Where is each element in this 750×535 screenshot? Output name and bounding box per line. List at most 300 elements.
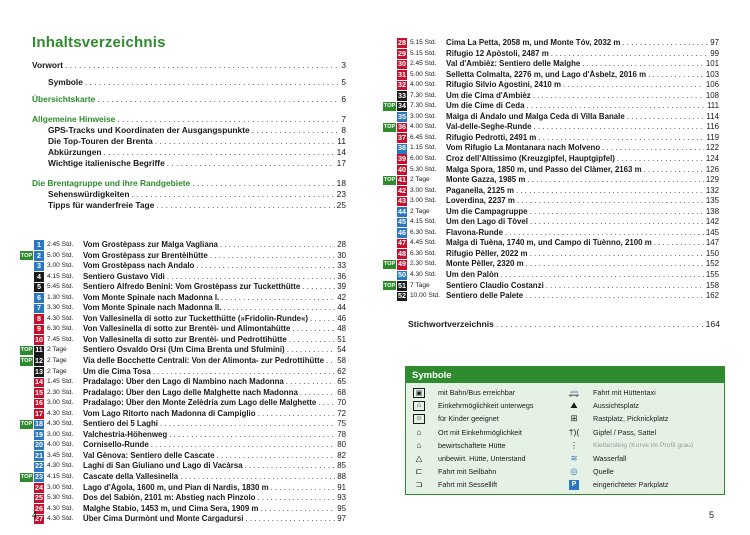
tour-list-right	[383, 38, 719, 302]
tour-entry[interactable]	[20, 356, 346, 367]
tour-duration: 2 Tage	[47, 357, 67, 365]
legend-label: unbewirt. Hütte, Unterstand	[438, 454, 526, 464]
top-tour-badge: TOP	[20, 474, 33, 481]
tour-duration: 1.30 Std.	[47, 293, 74, 301]
tour-number-badge: 38	[398, 143, 406, 153]
tour-page: 135	[705, 196, 719, 206]
tour-page: 97	[710, 38, 719, 47]
tour-duration: 7.30 Std.	[410, 102, 437, 110]
tour-name: Von Vallesinella di sotto zur Tucketthütte (»Fridolin-Runde«)	[83, 313, 309, 323]
legend-label: Ort mit Einkehrmöglichkeit	[438, 427, 522, 437]
tour-name: Um die Campagruppe	[446, 206, 528, 216]
toc-entry[interactable]: Tipps für wanderfreie Tage . . . 25	[32, 200, 346, 211]
tour-entry[interactable]	[20, 293, 346, 304]
tour-page: 36	[337, 271, 346, 281]
tour-duration: 4.30 Std.	[47, 462, 74, 470]
top-tour-badge	[383, 186, 396, 195]
chairlift-icon: ⊐	[415, 479, 423, 490]
tour-entry[interactable]	[20, 388, 346, 399]
tour-name: Rifugio 12 Apòstoli, 2487 m	[446, 48, 549, 58]
legend-item	[565, 478, 720, 491]
legend-item	[410, 386, 565, 399]
tour-duration: 4.30 Std.	[47, 504, 74, 512]
tour-number-badge: 27	[35, 514, 43, 524]
tour-duration: 6.00 Std.	[410, 155, 437, 163]
tour-number-badge: 50	[398, 270, 406, 280]
tour-name: Valchestria-Höhenweg	[83, 429, 168, 439]
top-tour-badge	[383, 239, 396, 248]
tour-page: 62	[337, 366, 346, 376]
tour-duration: 5.30 Std.	[410, 165, 437, 173]
top-tour-badge: TOP	[20, 347, 33, 354]
tour-entry[interactable]	[383, 249, 719, 260]
tour-entry[interactable]	[383, 49, 719, 60]
tour-number-badge: 31	[398, 69, 406, 79]
toc-front-matter	[32, 60, 346, 211]
tour-number-badge: 19	[35, 429, 43, 439]
top-tour-badge	[383, 208, 396, 217]
top-tour-badge: TOP	[20, 358, 33, 365]
tour-number-badge: 32	[398, 80, 406, 90]
top-tour-badge	[383, 292, 396, 301]
legend-label: Einkehrmöglichkeit unterwegs	[438, 401, 534, 411]
tour-entry[interactable]	[20, 314, 346, 325]
tour-number-badge: 8	[34, 314, 44, 324]
tour-number-badge: 44	[398, 206, 406, 216]
toc-entry[interactable]: Allgemeine Hinweise . . . 7	[32, 114, 346, 125]
tour-name: Cascate della Vallesinella	[83, 472, 179, 482]
tour-entry[interactable]	[20, 240, 346, 251]
tour-name: Croz dell'Altissimo (Kreuzgipfel, Hauptgipfel)	[446, 154, 615, 164]
tour-entry[interactable]	[20, 440, 346, 451]
tour-number-badge: 16	[35, 398, 43, 408]
tour-name: Rifugio Pèller, 2022 m	[446, 248, 528, 258]
toc-entry[interactable]: Wichtige italienische Begriffe . . . 17	[32, 158, 346, 169]
tour-duration: 10.00 Std.	[410, 292, 441, 300]
tour-duration: 3.00 Std.	[410, 186, 437, 194]
tour-duration: 5.00 Std.	[47, 251, 74, 259]
tour-name: Rifugio Pedrotti, 2491 m	[446, 132, 537, 142]
legend-item	[410, 399, 565, 412]
tour-name: Pradalago: Über den Lago di Nambino nach Madonna	[83, 377, 284, 387]
tour-entry[interactable]	[20, 398, 346, 409]
tour-name: Von Vallesinella di sotto zur Brentèi- und Alimontahütte	[83, 324, 291, 334]
tour-entry[interactable]	[20, 377, 346, 388]
tour-entry[interactable]	[383, 207, 719, 218]
tour-page: 103	[705, 69, 719, 79]
tour-number-badge: 41	[398, 175, 406, 185]
tour-entry[interactable]	[20, 282, 346, 293]
legend-item	[410, 412, 565, 425]
tour-entry[interactable]	[20, 472, 346, 483]
tour-entry[interactable]	[20, 419, 346, 430]
tour-entry[interactable]	[383, 270, 719, 281]
toc-entry[interactable]: Die Top-Touren der Brenta . . . 11	[32, 136, 346, 147]
legend-label: bewirtschaftete Hütte	[438, 440, 506, 450]
tour-entry[interactable]	[20, 261, 346, 272]
tour-entry[interactable]	[383, 186, 719, 197]
tour-name: Um die Cima d'Ambièz	[446, 90, 531, 100]
tour-page: 30	[337, 250, 346, 260]
tour-page: 101	[705, 59, 719, 69]
tour-name: Sentiero Alfredo Benini: Vom Grostèpass zur Tucketthütte	[83, 282, 301, 292]
tour-number-badge: 47	[398, 238, 406, 248]
top-tour-badge	[20, 315, 33, 324]
cable-car-icon: ⊏	[415, 466, 423, 477]
tour-page: 142	[705, 217, 719, 227]
tour-number-badge: 49	[398, 259, 406, 269]
tour-number-badge: 51	[398, 280, 406, 290]
tour-number-badge: 4	[34, 272, 44, 282]
tour-name: Loverdina, 2237 m	[446, 196, 515, 206]
top-tour-badge: TOP	[383, 177, 396, 184]
tour-duration: 4.15 Std.	[47, 473, 74, 481]
top-tour-badge	[20, 283, 33, 292]
tour-entry[interactable]	[20, 303, 346, 314]
tour-name: Vom Lago Ritorto nach Madonna di Campiglio	[83, 408, 256, 418]
tour-duration: 4.30 Std.	[410, 271, 437, 279]
tour-page: 72	[337, 408, 346, 418]
tour-entry[interactable]	[383, 133, 719, 144]
tour-duration: 2 Tage	[410, 207, 430, 215]
tour-entry[interactable]	[383, 217, 719, 228]
tour-number-badge: 42	[398, 185, 406, 195]
tour-page: 48	[337, 324, 346, 334]
tour-name: Laghi di San Giuliano und Lago di Vacàrsa	[83, 461, 243, 471]
tour-page: 106	[705, 80, 719, 90]
tour-number-badge: 15	[35, 387, 43, 397]
top-tour-badge	[20, 336, 33, 345]
tour-number-badge: 46	[398, 227, 406, 237]
tour-duration: 6.30 Std.	[47, 325, 74, 333]
legend-item	[410, 478, 565, 491]
tour-number-badge: 29	[398, 48, 406, 58]
tour-name: Von Vallesinella di sotto zur Brentèi- und Pedrottihütte	[83, 334, 287, 344]
legend-label: Quelle	[593, 467, 614, 477]
tour-entry[interactable]	[20, 451, 346, 462]
tour-page: 44	[337, 303, 346, 313]
tour-page: 95	[337, 503, 346, 513]
tour-page: 65	[337, 377, 346, 387]
top-tour-badge	[20, 378, 33, 387]
tour-number-badge: 36	[398, 122, 406, 132]
tour-entry[interactable]	[383, 38, 719, 49]
tour-page: 46	[337, 313, 346, 323]
tour-page: 33	[337, 261, 346, 271]
tour-name: Val-delle-Seghe-Runde	[446, 122, 532, 132]
tour-page: 152	[705, 259, 719, 269]
tour-number-badge: 37	[398, 132, 406, 142]
tour-entry[interactable]	[20, 251, 346, 262]
tour-number-badge: 1	[34, 240, 44, 250]
top-tour-badge	[383, 92, 396, 101]
page-number: 5	[709, 510, 715, 520]
tour-entry[interactable]	[383, 59, 719, 70]
tour-name: Vom Grostèpass zur Malga Vagliana	[83, 240, 218, 249]
tour-number-badge: 13	[35, 366, 43, 376]
parking-icon: P	[569, 480, 579, 490]
top-tour-badge	[383, 39, 396, 48]
tour-duration: 2.45 Std.	[410, 60, 437, 68]
tour-number-badge: 6	[34, 293, 44, 303]
tour-duration: 5.30 Std.	[47, 494, 74, 502]
tour-entry[interactable]	[383, 80, 719, 91]
legend-item	[565, 412, 720, 425]
tour-duration: 4.15 Std.	[47, 272, 74, 280]
tour-duration: 3.00 Std.	[47, 430, 74, 438]
tour-entry[interactable]	[20, 430, 346, 441]
tour-name: Malga di Tuèna, 1740 m, und Campo di Tuènno, 2100 m	[446, 238, 652, 248]
legend-item	[410, 426, 565, 439]
tour-page: 51	[337, 334, 346, 344]
tour-name: Paganella, 2125 m	[446, 185, 514, 195]
tour-number-badge: 30	[398, 59, 406, 69]
legend-item	[565, 439, 720, 452]
tour-entry[interactable]	[20, 483, 346, 494]
legend-item	[410, 452, 565, 465]
tour-duration: 7.30 Std.	[410, 91, 437, 99]
via-ferrata-icon: ⋮	[569, 439, 579, 450]
top-tour-badge	[20, 325, 33, 334]
tour-entry[interactable]	[383, 154, 719, 165]
top-tour-badge	[20, 304, 33, 313]
tour-name: Val Gènova: Sentiero delle Cascate	[83, 450, 215, 460]
tour-name: Sentiero dei 5 Laghi	[83, 419, 158, 429]
tour-entry[interactable]	[383, 143, 719, 154]
top-tour-badge	[20, 431, 33, 440]
tour-page: 78	[337, 429, 346, 439]
top-tour-badge	[20, 388, 33, 397]
tour-page: 82	[337, 450, 346, 460]
tour-page: 155	[705, 270, 719, 280]
tour-page: 97	[337, 514, 346, 524]
tour-name: Selletta Colmalta, 2276 m, und Lago d'Àsbelz, 2016 m	[446, 69, 647, 79]
tour-page: 122	[705, 143, 719, 153]
tour-duration: 2.30 Std.	[47, 388, 74, 396]
legend-label: mit Bahn/Bus erreichbar	[438, 388, 516, 398]
tour-number-badge: 21	[35, 450, 43, 460]
tour-number-badge: 33	[398, 90, 406, 100]
legend-label: Wasserfall	[593, 454, 627, 464]
tour-name: Um den Lago di Tòvel	[446, 217, 528, 227]
tour-number-badge: 52	[398, 291, 406, 301]
tour-page: 116	[706, 122, 719, 132]
top-tour-badge	[20, 410, 33, 419]
tour-entry[interactable]	[20, 335, 346, 346]
tour-page: 108	[705, 90, 719, 100]
tour-entry[interactable]	[383, 228, 719, 239]
top-tour-badge	[383, 218, 396, 227]
legend-item	[410, 439, 565, 452]
tour-page: 70	[337, 398, 346, 408]
tour-page: 119	[706, 132, 719, 142]
tour-name: Sentiero Gustavo Vidi	[83, 271, 165, 281]
tour-entry[interactable]	[20, 367, 346, 378]
symbol-legend	[405, 366, 725, 495]
tour-entry[interactable]	[383, 112, 719, 123]
tour-page: 75	[337, 419, 346, 429]
toc-entry[interactable]: Abkürzungen . . . 14	[32, 147, 346, 158]
top-tour-badge: TOP	[383, 282, 396, 289]
tour-duration: 4.00 Std.	[410, 81, 437, 89]
legend-item	[565, 426, 720, 439]
legend-item	[410, 465, 565, 478]
tour-page: 99	[710, 48, 719, 58]
tour-page: 129	[705, 175, 719, 185]
tour-page: 68	[337, 387, 346, 397]
legend-title: Symbole	[406, 367, 724, 383]
tour-name: Sentiero delle Palete	[446, 291, 524, 301]
tour-duration: 6.30 Std.	[410, 228, 437, 236]
tour-entry[interactable]	[20, 345, 346, 356]
tour-name: Malga Spora, 1850 m, und Passo del Clàmer, 2163 m	[446, 164, 642, 174]
tour-number-badge: 11	[35, 345, 43, 355]
top-tour-badge	[383, 229, 396, 238]
tour-duration: 7.45 Std.	[47, 335, 74, 343]
tour-entry[interactable]	[20, 493, 346, 504]
legend-label: Aussichtsplatz	[593, 401, 639, 411]
legend-item	[565, 452, 720, 465]
tour-page: 147	[705, 238, 719, 248]
tour-entry[interactable]	[383, 165, 719, 176]
legend-label: Fahrt mit Seilbahn	[438, 467, 497, 477]
tour-entry[interactable]	[383, 281, 719, 292]
top-tour-badge: TOP	[20, 421, 33, 428]
tour-duration: 4.00 Std.	[410, 123, 437, 131]
tour-duration: 5.15 Std.	[410, 49, 437, 57]
top-tour-badge	[383, 60, 396, 69]
tour-name: Val d'Ambièz: Sentiero delle Malghe	[446, 59, 581, 69]
toc-entry[interactable]: Vorwort . . . 3	[32, 60, 346, 71]
top-tour-badge	[20, 262, 33, 271]
tour-number-badge: 28	[398, 38, 406, 47]
toc-entry[interactable]: GPS-Tracks und Koordinaten der Ausgangspunkte . . . 8	[32, 125, 346, 136]
toc-entry[interactable]: Übersichtskarte . . . 6	[32, 94, 346, 105]
tour-page: 124	[705, 154, 719, 164]
toc-entry[interactable]: Die Brentagruppe und ihre Randgebiete . . . 18	[32, 178, 346, 189]
tour-duration: 5.45 Std.	[47, 283, 74, 291]
tour-number-badge: 7	[34, 304, 44, 314]
tour-name: Cima La Petta, 2058 m, und Monte Tóv, 2032 m	[446, 38, 621, 47]
tour-duration: 4.45 Std.	[410, 239, 437, 247]
tour-duration: 4.30 Std.	[47, 409, 74, 417]
top-tour-badge: TOP	[383, 103, 396, 110]
waterfall-icon: ≋	[570, 453, 578, 464]
tour-duration: 4.00 Std.	[47, 441, 74, 449]
tour-name: Sentiero Claudio Costanzi	[446, 280, 544, 290]
tour-entry[interactable]	[383, 101, 719, 112]
viewpoint-icon: ⛰	[570, 400, 578, 411]
tour-number-badge: 26	[35, 503, 43, 513]
top-tour-badge	[383, 144, 396, 153]
toc-entry[interactable]: Sehenswürdigkeiten . . . 23	[32, 189, 346, 200]
top-tour-badge	[20, 483, 33, 492]
tour-number-badge: 9	[34, 325, 44, 335]
tour-duration: 3.45 Std.	[47, 451, 74, 459]
tour-duration: 6.30 Std.	[410, 249, 437, 257]
tour-name: Um die Cime di Ceda	[446, 101, 525, 111]
tour-page: 80	[337, 440, 346, 450]
tour-number-badge: 35	[398, 111, 406, 121]
top-tour-badge	[20, 399, 33, 408]
tour-number-badge: 40	[398, 164, 406, 174]
toc-entry[interactable]: Symbole . . . 5	[32, 77, 346, 88]
tour-name: Dos del Sabiòn, 2101 m: Abstieg nach Pinzolo	[83, 493, 256, 503]
tour-number-badge: 25	[35, 493, 43, 503]
tour-entry[interactable]	[383, 91, 719, 102]
tour-page: 150	[705, 248, 719, 258]
tour-number-badge: 34	[398, 101, 406, 111]
page-title: Inhaltsverzeichnis	[32, 34, 166, 51]
taxi-icon: 🚐	[568, 387, 580, 398]
tour-page: 111	[707, 101, 719, 111]
tour-entry[interactable]	[20, 324, 346, 335]
tour-name: Monte Gazza, 1985 m	[446, 175, 526, 185]
tour-entry[interactable]	[20, 272, 346, 283]
tour-name: Um die Cima Tosa	[83, 366, 151, 376]
tour-name: Vom Grostèpass nach Andalo	[83, 261, 195, 271]
tour-name: Vom Grostèpass zur Brentèihütte	[83, 250, 208, 260]
top-tour-badge: TOP	[383, 124, 396, 131]
tour-number-badge: 24	[35, 482, 43, 492]
tour-number-badge: 17	[35, 408, 43, 418]
tour-name: Malghe Stabio, 1453 m, und Cima Sera, 1909 m	[83, 503, 259, 513]
top-tour-badge	[20, 452, 33, 461]
tour-entry[interactable]	[383, 259, 719, 270]
tour-entry[interactable]	[383, 70, 719, 81]
spring-icon: ◎	[570, 466, 578, 477]
tour-entry[interactable]	[20, 461, 346, 472]
legend-label: Fahrt mit Hüttentaxi	[593, 388, 656, 398]
tour-entry[interactable]	[383, 291, 719, 302]
tour-duration: 3.00 Std.	[410, 112, 437, 120]
legend-label: Fahrt mit Sessellift	[438, 480, 498, 490]
shelter-icon: △	[415, 453, 423, 464]
legend-item	[565, 399, 720, 412]
top-tour-badge	[383, 70, 396, 79]
legend-label: Gipfel / Pass, Sattel	[593, 427, 657, 437]
tour-entry[interactable]	[383, 196, 719, 207]
top-tour-badge	[383, 155, 396, 164]
tour-page: 132	[705, 185, 719, 195]
tour-page: 28	[337, 240, 346, 249]
tour-number-badge: 18	[35, 419, 43, 429]
tour-entry[interactable]	[383, 238, 719, 249]
top-tour-badge	[20, 462, 33, 471]
tour-duration: 2.30 Std.	[410, 260, 437, 268]
legend-item	[565, 465, 720, 478]
tour-number-badge: 20	[35, 440, 43, 450]
tour-entry[interactable]	[383, 122, 719, 133]
top-tour-badge	[20, 294, 33, 303]
tour-entry[interactable]	[383, 175, 719, 186]
toc-entry-index[interactable]: Stichwortverzeichnis . . . 164	[408, 319, 720, 329]
tour-entry[interactable]	[20, 409, 346, 420]
top-tour-badge	[383, 165, 396, 174]
tour-number-badge: 2	[34, 251, 44, 261]
tour-number-badge: 10	[35, 334, 43, 344]
tour-number-badge: 48	[398, 248, 406, 258]
tour-number-badge: 43	[398, 196, 406, 206]
tour-name: Via delle Bocchette Centrali: Von der Alimonta- zur Pedrottihütte	[83, 356, 324, 366]
tour-duration: 5.15 Std.	[410, 39, 437, 46]
tour-entry[interactable]	[20, 504, 346, 515]
tour-entry[interactable]	[20, 514, 346, 525]
top-tour-badge	[383, 81, 396, 90]
tour-duration: 4.15 Std.	[410, 218, 437, 226]
tour-page: 158	[705, 280, 719, 290]
tour-duration: 3.00 Std.	[47, 483, 74, 491]
